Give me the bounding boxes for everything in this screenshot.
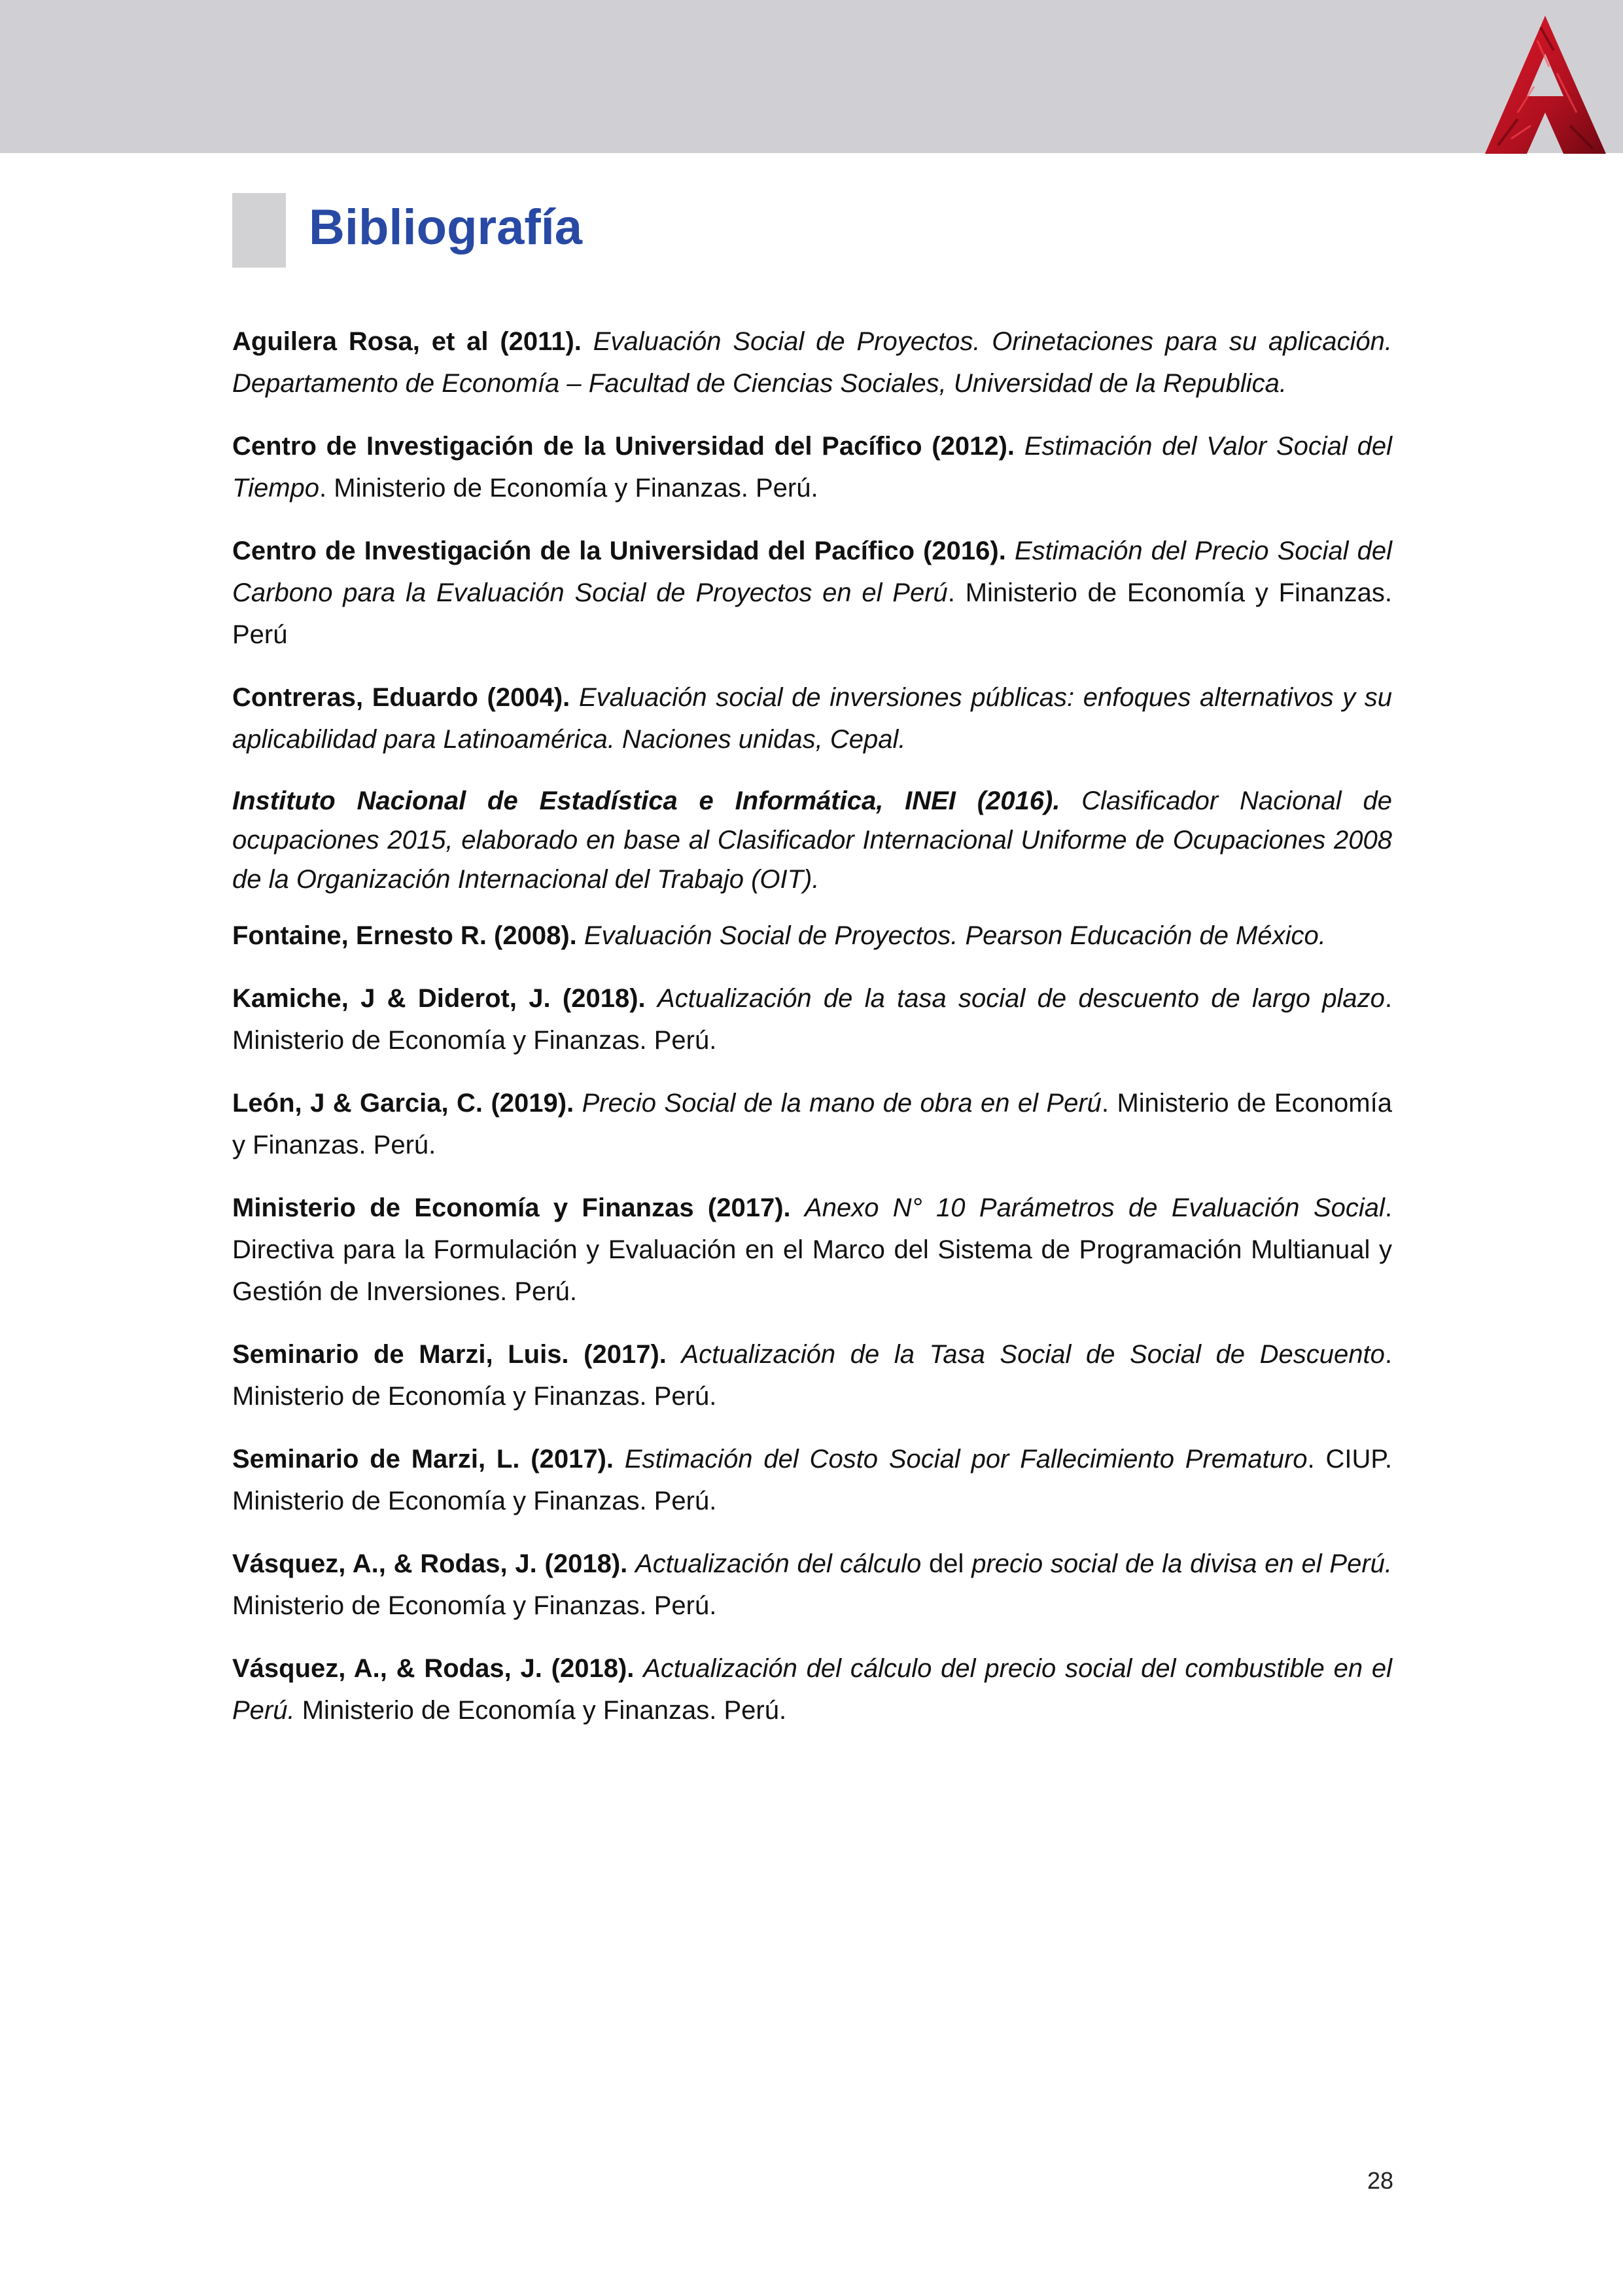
entry-title: Estimación del Costo Social por Fallecimiento Prematuro [624,1445,1308,1474]
entry-title: Actualización de la Tasa Social de Social de Descuento [681,1340,1385,1369]
bibliography-entry [232,321,1392,404]
entry-author: Vásquez, A., & Rodas, J. (2018). [232,1549,628,1578]
entry-author: Centro de Investigación de la Universidad del Pacífico (2012). [232,432,1015,461]
title-accent-bar [232,193,286,268]
entry-title: Anexo N° 10 Parámetros de Evaluación Social [805,1193,1385,1222]
bibliography-entry [232,915,1392,957]
entry-author: Aguilera Rosa, et al (2011). [232,327,582,356]
bibliography-entry [232,781,1392,899]
entry-author: Kamiche, J & Diderot, J. (2018). [232,984,646,1013]
entry-title: Estimación del Valor Social del Tiempo [232,432,1392,503]
bibliography-entry [232,1648,1392,1731]
entry-title-cont: precio social de la divisa en el Perú. [971,1549,1393,1578]
entry-title: Precio Social de la mano de obra en el Perú [582,1089,1102,1118]
entry-publisher: . Ministerio de Economía y Finanzas. Perú [232,578,1392,649]
bibliography-entry [232,1082,1392,1166]
entry-title: Actualización de la tasa social de descuento de largo plazo [657,984,1385,1013]
entry-publisher: . Ministerio de Economía y Finanzas. Perú. [232,1340,1393,1411]
entry-author: Contreras, Eduardo (2004). [232,683,570,712]
entry-author: Vásquez, A., & Rodas, J. (2018). [232,1654,635,1683]
entry-author: León, J & Garcia, C. (2019). [232,1089,574,1118]
red-a-triangle-icon [1472,14,1619,155]
bibliography-entry [232,1438,1392,1522]
page-title: Bibliografía [309,200,583,255]
entry-author: Ministerio de Economía y Finanzas (2017). [232,1193,791,1222]
entry-publisher: Ministerio de Economía y Finanzas. Perú. [294,1696,787,1725]
header-band [0,0,1623,153]
bibliography-entry [232,425,1392,509]
entry-author: Seminario de Marzi, Luis. (2017). [232,1340,667,1369]
entry-author: Fontaine, Ernesto R. (2008). [232,921,577,950]
entry-publisher: . Ministerio de Economía y Finanzas. Perú. [232,984,1393,1055]
entry-title: Evaluación social de inversiones públicas: enfoques alternativos y su aplicabilidad para Latinoamérica. Naciones unidas, Cepal. [232,683,1393,754]
bibliography-entry [232,1333,1392,1417]
entry-title: Estimación del Precio Social del Carbono para la Evaluación Social de Proyectos en el Perú [232,537,1392,607]
entry-title: Actualización del cálculo del precio social del combustible en el Perú. [232,1654,1392,1725]
entry-connector: del [921,1549,972,1578]
entry-title: Evaluación Social de Proyectos. Pearson Educación de México. [584,921,1326,950]
entry-title: Clasificador Nacional de ocupaciones 2015, elaborado en base al Clasificador Internacional Uniforme de Ocupaciones 2008 de la Organización Internacional del Trabajo (OIT). [232,786,1392,894]
bibliography-entry [232,677,1392,760]
entry-title: Actualización del cálculo [635,1549,922,1578]
entry-publisher: . Directiva para la Formulación y Evaluación en el Marco del Sistema de Programación Multianual y Gestión de Inversiones. Perú. [232,1193,1392,1306]
bibliography-list [232,321,1392,1752]
entry-publisher: . Ministerio de Economía y Finanzas. Perú. [319,474,818,503]
bibliography-entry [232,1543,1392,1627]
entry-publisher: Ministerio de Economía y Finanzas. Perú. [232,1591,717,1620]
page-number: 28 [1367,2167,1393,2194]
bibliography-entry [232,978,1392,1061]
entry-author: Seminario de Marzi, L. (2017). [232,1445,614,1474]
entry-author: Centro de Investigación de la Universidad del Pacífico (2016). [232,537,1006,565]
entry-publisher: . Ministerio de Economía y Finanzas. Perú. [232,1089,1392,1159]
entry-publisher: . CIUP. Ministerio de Economía y Finanzas. Perú. [232,1445,1392,1515]
bibliography-entry [232,530,1392,656]
bibliography-entry [232,1187,1392,1313]
entry-title: Evaluación Social de Proyectos. Orinetaciones para su aplicación. Departamento de Economía – Facultad de Ciencias Sociales, Universidad de la Republica. [232,327,1393,398]
entry-author: Instituto Nacional de Estadística e Informática, INEI (2016). [232,786,1060,815]
